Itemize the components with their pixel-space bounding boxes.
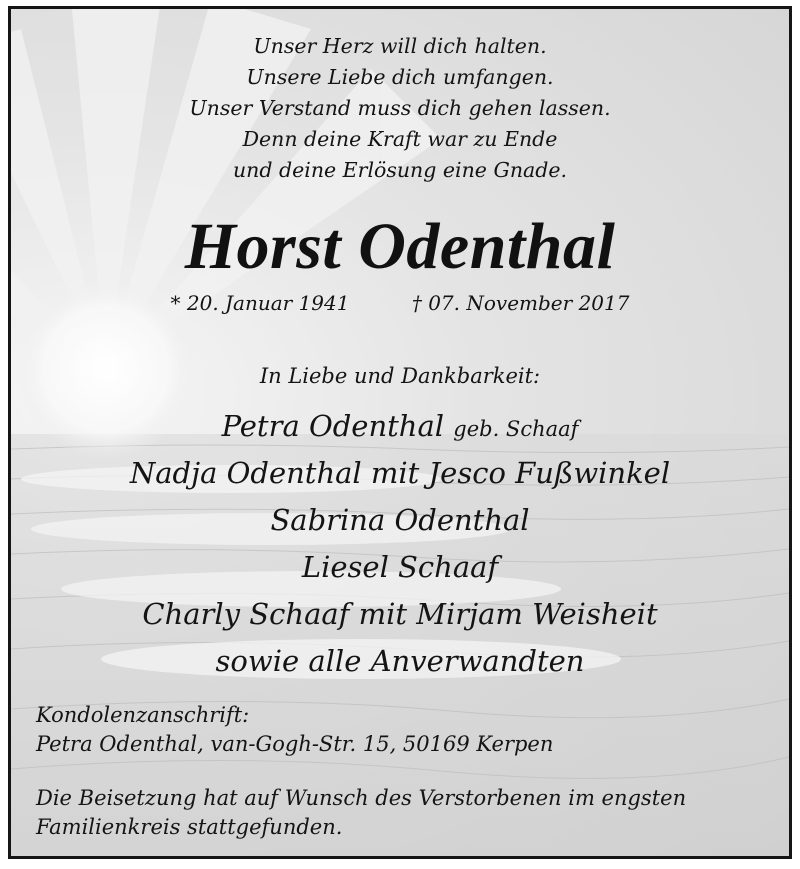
notice-frame (8, 6, 792, 859)
condolence-address: Petra Odenthal, van-Gogh-Str. 15, 50169 Kerpen (36, 732, 554, 756)
mourner-petra (11, 409, 789, 443)
thanks-heading: In Liebe und Dankbarkeit: (259, 364, 541, 388)
notice-content (11, 9, 789, 856)
mourner-petra-name: Petra Odenthal (221, 409, 445, 443)
birth-date: * 20. Januar 1941 (170, 291, 350, 315)
poem-line-2: Unsere Liebe dich umfangen. (246, 65, 554, 89)
condolence-label: Kondolenzanschrift: (36, 703, 250, 727)
mourner-others: sowie alle Anverwandten (215, 644, 585, 678)
poem-line-4: Denn deine Kraft war zu Ende (242, 127, 558, 151)
mourner-petra-maiden-name: geb. Schaaf (453, 417, 579, 441)
mourner-charly: Charly Schaaf mit Mirjam Weisheit (142, 597, 658, 631)
poem-line-3: Unser Verstand muss dich gehen lassen. (189, 96, 611, 120)
burial-note-line-2: Familienkreis stattgefunden. (36, 815, 343, 839)
mourner-nadja: Nadja Odenthal mit Jesco Fußwinkel (129, 456, 671, 490)
life-dates (11, 291, 789, 315)
burial-note-line-1: Die Beisetzung hat auf Wunsch des Verstorbenen im engsten (36, 786, 687, 810)
poem-line-1: Unser Herz will dich halten. (253, 34, 547, 58)
poem-line-5: und deine Erlösung eine Gnade. (232, 158, 568, 182)
deceased-name: Horst Odenthal (184, 210, 616, 283)
mourner-sabrina: Sabrina Odenthal (270, 503, 530, 537)
death-date: † 07. November 2017 (411, 291, 630, 315)
mourner-liesel: Liesel Schaaf (301, 550, 499, 584)
